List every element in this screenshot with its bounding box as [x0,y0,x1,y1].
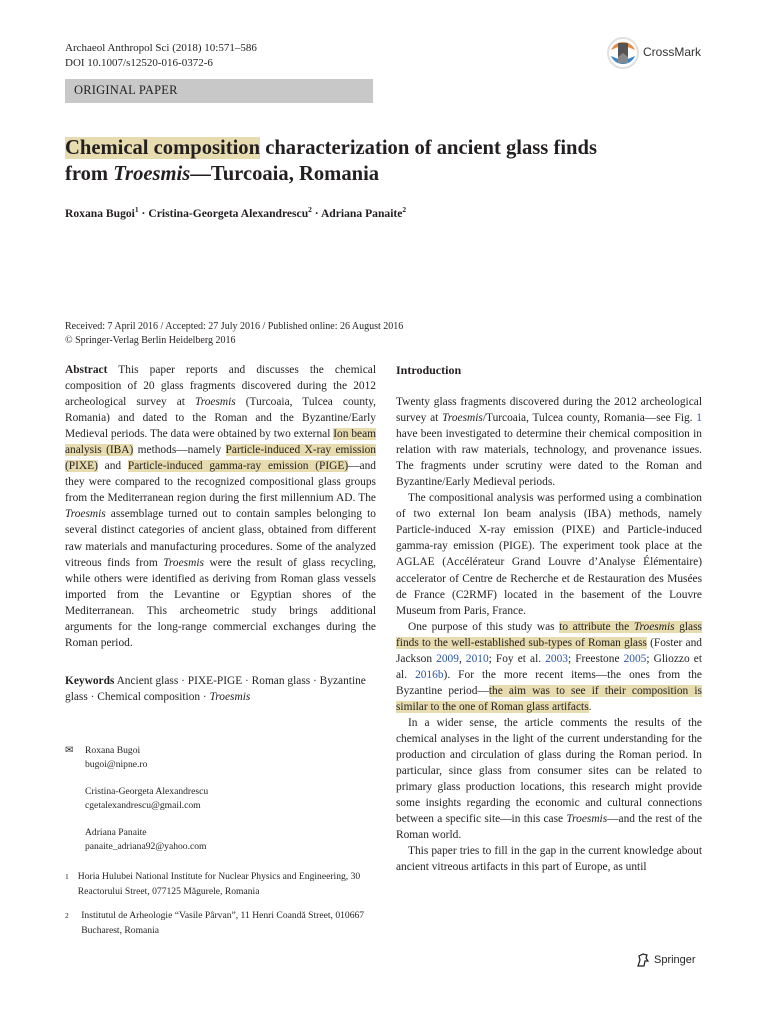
paragraph-text: /Turcoaia, Tulcea county, Romania—see Fig. [482,412,697,425]
author-affil: 2 [402,205,407,214]
citation-link[interactable]: 2005 [623,652,647,665]
title-part: from [65,163,114,185]
paragraph-italic: Troesmis [442,412,483,425]
affiliation [65,870,376,899]
citation-link[interactable]: 2010 [465,652,489,665]
text-highlight: the aim was to see if their composition is similar to the one of Roman glass artifacts [396,684,702,713]
crossmark-icon [606,33,640,73]
journal-citation: Archaeol Anthropol Sci (2018) 10:571–586 [65,42,257,54]
abstract [65,362,376,651]
author-affil: 1 [134,205,139,214]
figure-reference-link[interactable]: 1 [696,412,702,425]
abstract-highlight: Particle-induced X-ray emission (PIXE) [65,444,376,473]
highlight-italic: Troesmis [633,620,675,633]
section-heading: Introduction [396,363,462,377]
paragraph [396,715,702,843]
crossmark-label: CrossMark [643,45,702,59]
title-italic: Troesmis [113,163,191,185]
title-part: —Turcoaia, Romania [190,163,380,185]
contact-email[interactable]: bugoi@nipne.ro [85,759,148,771]
abstract-text: This paper reports and discusses the chemical composition of 20 glass fragments discovered during the 2012 archeological survey at [65,364,376,409]
keywords-label: Keywords [65,674,115,687]
contact-name: Cristina-Georgeta Alexandrescu [85,785,209,797]
contact-email[interactable]: cgetalexandrescu@gmail.com [85,800,201,812]
contact-name: Adriana Panaite [85,826,147,838]
right-column [396,362,702,875]
doi[interactable]: DOI 10.1007/s12520-016-0372-6 [65,57,213,69]
abstract-highlight: Particle-induced gamma-ray emission (PIGE) [127,460,349,473]
citation-link[interactable]: 2003 [545,652,568,665]
title-highlight: Chemical composition [65,137,261,159]
paragraph-text: Twenty glass fragments discovered during the 2012 archeological survey at [396,396,702,425]
paragraph-text: ; Freestone [567,652,624,665]
abstract-italic: Troesmis [195,396,236,409]
affiliation [65,909,376,938]
paragraph: This paper tries to fill in the gap in the current knowledge about ancient vitreous artifacts in this part of Europe, as until [396,845,702,874]
author-affil: 2 [308,205,312,214]
paragraph-text: ). For the more recent items—the ones from the Byzantine period— [396,668,702,697]
affiliation-text: Horia Hulubei National Institute for Nuclear Physics and Engineering, 30 Reactorului Street, 077125 Măgurele, Romania [77,871,361,897]
contact-info [65,744,376,938]
abstract-text: —and they were compared to the recognized compositional glass groups from the Mediterranean region during the first millennium AD. The [65,460,376,505]
keywords-italic: Troesmis [209,690,251,703]
paragraph [396,619,702,715]
paragraph-text: —and the rest of the Roman world. [396,813,703,842]
paper-title [65,135,705,187]
author-separator: · [138,206,149,220]
springer-horse-icon [635,952,651,968]
paragraph-text: In a wider sense, the article comments the results of the chemical analyses in the light of the current understanding for the production and circulation of glass during the Roman period. In particular, since glass from consumer sites can be related to primary glass production locations, this research might provide some insights regarding the economic and cultural connections between a specific site—in this case [396,716,702,826]
paper-type-label [65,79,373,103]
abstract-label: Abstract [65,364,108,376]
author-list [65,205,406,220]
author-separator: · [311,206,321,220]
paragraph-text: . [588,700,592,713]
author-name[interactable]: Cristina-Georgeta Alexandrescu [148,206,309,220]
abstract-text: assemblage turned out to contain samples belonging to several distinct categories of ancient glass, obtained from different raw materials and manufacturing procedures. Some of the analyzed vitreous finds from [65,508,376,569]
paragraph: The compositional analysis was performed using a combination of two external Ion beam analysis (IBA) methods, namely Particle-induced X-ray emission (PIXE) and Particle-induced gamma-ray emission (PIGE). The experiment took place at the AGLAE (Accélérateur Grand Louvre d’Analyse Élémentaire) accelerator of Centre de Recherche et de Restauration des Musées de France (C2RMF) located in the basement of the Louvre Museum from Paris, France. [396,492,702,617]
contact-email[interactable]: panaite_adriana92@yahoo.com [85,841,207,853]
copyright-line: © Springer-Verlag Berlin Heidelberg 2016 [65,335,236,346]
citation-link[interactable]: 2009 [436,652,459,665]
paragraph-text: ; Gliozzo et al. [396,652,702,681]
affiliation-number: 2 [65,911,69,921]
crossmark-badge[interactable] [606,33,716,73]
left-column [65,362,376,705]
paragraph [396,394,702,490]
abstract-italic: Troesmis [163,556,204,569]
keywords-text: Ancient glass · PIXE-PIGE · Roman glass · Byzantine glass · Chemical composition · [65,674,366,703]
paragraph-text: , [458,652,466,665]
paragraph-text: have been investigated to determine their chemical composition in relation with raw materials, technology, and provenance issues. The fragments under scrutiny were dated to the Roman and Byzantine/Early Medieval periods. [396,428,702,489]
publisher-footer [635,952,696,968]
abstract-text: and [97,460,128,473]
publication-dates [65,320,403,348]
contact-name: Roxana Bugoi [85,745,141,756]
author-name[interactable]: Adriana Panaite [320,206,403,220]
abstract-text: were the result of glass recycling, while others were identified as deriving from Roman glass vessels imported from the Levantine or Egyptian shores of the Mediterranean. This archeometric study brings additional arguments for the long-range commercial exchanges during the Roman period. [65,556,376,649]
keywords [65,673,376,705]
paragraph-text: One purpose of this study was [408,620,560,633]
author-name[interactable]: Roxana Bugoi [65,206,135,220]
citation-link[interactable]: 2016b [415,668,444,681]
abstract-text: (Turcoaia, Tulcea county, Romania) and dated to the Roman and the Byzantine/Early Medieval periods. The data were obtained by two external [65,396,376,441]
paragraph-italic: Troesmis [566,813,608,826]
title-part: characterization of ancient glass finds [260,137,597,159]
paper-type-text: ORIGINAL PAPER [74,83,178,97]
paragraph-text: (Foster and Jackson [396,636,702,665]
abstract-italic: Troesmis [65,508,106,521]
dates-line: Received: 7 April 2016 / Accepted: 27 July 2016 / Published online: 26 August 2016 [65,321,404,332]
publisher-name: Springer [654,954,696,966]
abstract-highlight: Ion beam analysis (IBA) [65,428,376,457]
envelope-icon: ✉ [65,745,74,756]
highlight-text: to attribute the [559,620,634,633]
affiliation-text: Institutul de Arheologie “Vasile Pârvan”, 11 Henri Coandă Street, 010667 Bucharest, Romania [81,910,365,936]
paragraph-text: ; Foy et al. [488,652,546,665]
abstract-text: methods—namely [133,444,226,457]
affiliation-number: 1 [65,872,69,882]
highlight-text: glass finds to the well-established sub-types of Roman glass [396,620,702,649]
